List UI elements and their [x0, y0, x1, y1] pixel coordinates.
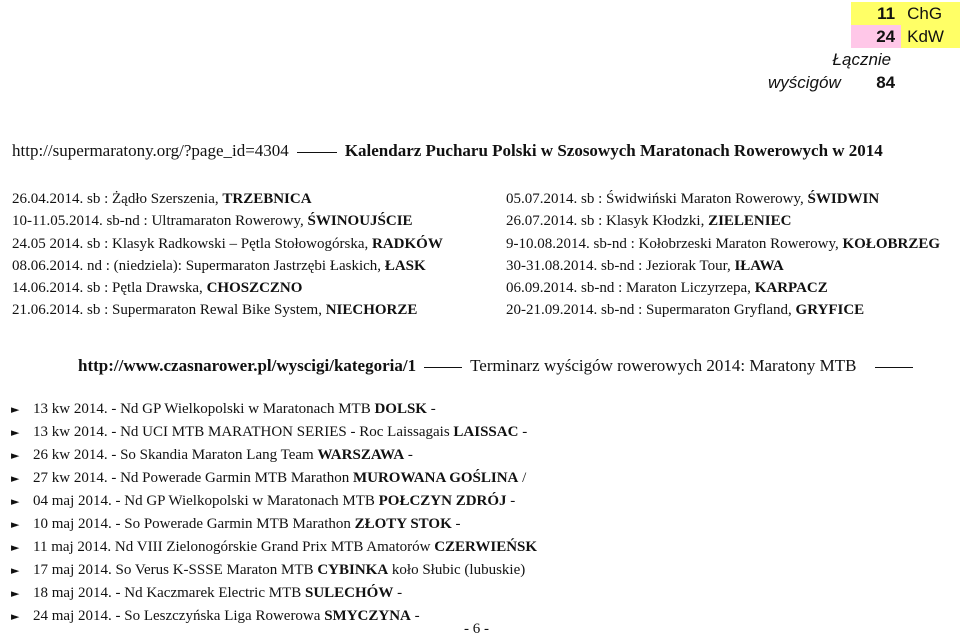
list-item: ► 18 maj 2014. - Nd Kaczmarek Electric MTB SULECHÓW - [11, 582, 537, 605]
mtb-title: Terminarz wyścigów rowerowych 2014: Maratony MTB [470, 356, 857, 375]
mtb-url-link[interactable]: http://www.czasnarower.pl/wyscigi/kategoria/1 [78, 356, 417, 375]
arrow-right-icon: ► [11, 587, 20, 600]
road-races-right [506, 188, 940, 322]
race-entry: 9-10.08.2014. sb-nd : Kołobrzeski Maraton Rowerowy, KOŁOBRZEG [506, 235, 941, 252]
mtb-heading [78, 356, 921, 376]
stat-count-1: 11 [851, 2, 901, 25]
arrow-right-icon: ► [11, 403, 20, 416]
arrow-right-icon: ► [11, 426, 20, 439]
arrow-right-icon: ► [11, 610, 20, 623]
stat-code-1: ChG [901, 2, 960, 25]
list-item: ► 04 maj 2014. - Nd GP Wielkopolski w Maratonach MTB POŁCZYN ZDRÓJ - [11, 490, 537, 513]
arrow-right-icon: ► [11, 541, 20, 554]
race-entry: 30-31.08.2014. sb-nd : Jeziorak Tour, IŁAWA [506, 257, 784, 274]
road-races-left [12, 188, 443, 322]
list-item: ► 17 maj 2014. So Verus K-SSSE Maraton MTB CYBINKA koło Słubic (lubuskie) [11, 559, 537, 582]
road-heading [12, 141, 883, 161]
list-item: ► 27 kw 2014. - Nd Powerade Garmin MTB Marathon MUROWANA GOŚLINA / [11, 467, 537, 490]
race-entry: 08.06.2014. nd : (niedziela): Supermaraton Jastrzębi Łaskich, ŁASK [12, 257, 426, 274]
list-item: ► 10 maj 2014. - So Powerade Garmin MTB Marathon ZŁOTY STOK - [11, 513, 537, 536]
arrow-right-icon: ► [11, 472, 20, 485]
dash-separator [297, 152, 337, 153]
page-number: - 6 - [464, 621, 489, 637]
total-value: 84 [851, 71, 901, 94]
race-entry: 06.09.2014. sb-nd : Maraton Liczyrzepa, KARPACZ [506, 280, 828, 297]
race-entry: 20-21.09.2014. sb-nd : Supermaraton Gryfland, GRYFICE [506, 302, 865, 319]
arrow-right-icon: ► [11, 564, 20, 577]
total-label-line1: Łącznie [832, 49, 892, 69]
stats-table [762, 2, 960, 94]
list-item: ► 24 maj 2014. - So Leszczyńska Liga Rowerowa SMYCZYNA - [11, 605, 537, 628]
road-url-link[interactable]: http://supermaratony.org/?page_id=4304 [12, 141, 289, 160]
mtb-race-list [11, 398, 537, 628]
race-entry: 14.06.2014. sb : Pętla Drawska, CHOSZCZNO [12, 280, 303, 297]
dash-separator [424, 367, 462, 368]
stat-count-2: 24 [851, 25, 901, 48]
stat-code-2: KdW [901, 25, 960, 48]
road-title: Kalendarz Pucharu Polski w Szosowych Maratonach Rowerowych w 2014 [344, 141, 883, 160]
race-entry: 26.07.2014. sb : Klasyk Kłodzki, ZIELENIEC [506, 213, 792, 230]
race-entry: 24.05 2014. sb : Klasyk Radkowski – Pętla Stołowogórska, RADKÓW [12, 235, 443, 252]
race-entry: 21.06.2014. sb : Supermaraton Rewal Bike System, NIECHORZE [12, 302, 418, 319]
list-item: ► 13 kw 2014. - Nd UCI MTB MARATHON SERIES - Roc Laissagais LAISSAC - [11, 421, 537, 444]
arrow-right-icon: ► [11, 518, 20, 531]
arrow-right-icon: ► [11, 449, 20, 462]
race-entry: 10-11.05.2014. sb-nd : Ultramaraton Rowerowy, ŚWINOUJŚCIE [12, 213, 413, 230]
race-entry: 26.04.2014. sb : Żądło Szerszenia, TRZEBNICA [12, 191, 312, 207]
list-item: ► 26 kw 2014. - So Skandia Maraton Lang Team WARSZAWA - [11, 444, 537, 467]
dash-separator [875, 367, 913, 368]
list-item: ► 13 kw 2014. - Nd GP Wielkopolski w Maratonach MTB DOLSK - [11, 398, 537, 421]
race-entry: 05.07.2014. sb : Świdwiński Maraton Rowerowy, ŚWIDWIN [506, 191, 880, 207]
list-item: ► 11 maj 2014. Nd VIII Zielonogórskie Grand Prix MTB Amatorów CZERWIEŃSK [11, 536, 537, 559]
total-label-line2: wyścigów [768, 72, 841, 92]
arrow-right-icon: ► [11, 495, 20, 508]
